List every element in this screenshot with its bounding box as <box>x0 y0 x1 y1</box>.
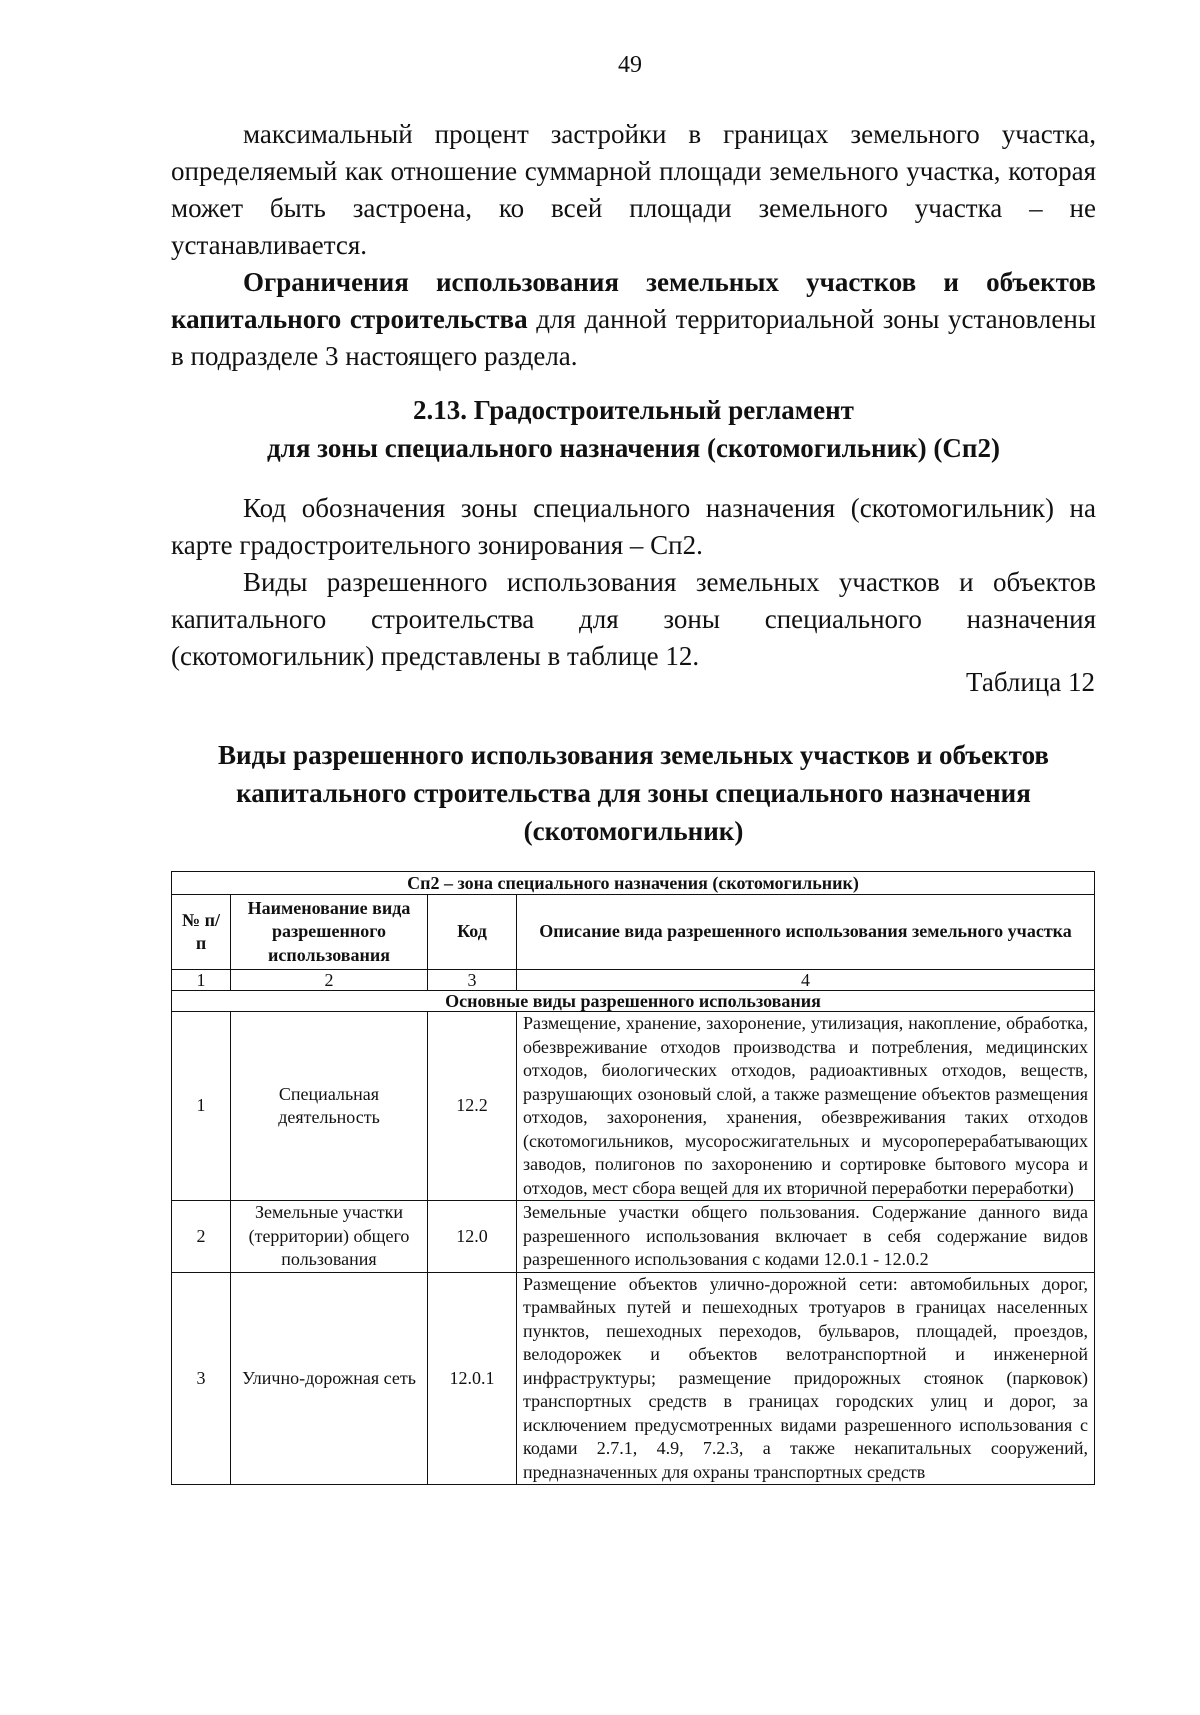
restrictions-rest: для данной территориальной зоны установлены в подразделе 3 настоящего раздела. <box>171 304 1096 371</box>
row-name: Земельные участки (территории) общего пользования <box>231 1201 428 1273</box>
column-header-code: Код <box>428 895 517 970</box>
column-number: 1 <box>172 970 231 991</box>
table-row <box>172 1272 1095 1485</box>
section-heading-line-1: 2.13. Градостроительный регламент <box>413 395 854 425</box>
column-number: 4 <box>517 970 1095 991</box>
intro-text <box>171 116 1096 375</box>
row-code: 12.0 <box>428 1201 517 1273</box>
column-header-desc: Описание вида разрешенного использования земельного участка <box>517 895 1095 970</box>
column-header-no: № п/п <box>172 895 231 970</box>
table-title-line-3: (скотомогильник) <box>523 816 744 846</box>
row-code: 12.2 <box>428 1012 517 1201</box>
row-code: 12.0.1 <box>428 1272 517 1485</box>
page-number: 49 <box>618 52 642 78</box>
section-paragraph-1: Код обозначения зоны специального назначения (скотомогильник) на карте градостроительного зонирования – Сп2. <box>171 493 1096 560</box>
table-title-line-1: Виды разрешенного использования земельных участков и объектов <box>218 740 1049 770</box>
row-number: 3 <box>172 1272 231 1485</box>
column-header-row <box>172 895 1095 970</box>
column-number-row <box>172 970 1095 991</box>
section-heading <box>171 391 1096 467</box>
section-text <box>171 490 1096 675</box>
restrictions-bold-lead: Ограничения использования земельных участков и объектов капитального строительства <box>171 267 1096 334</box>
row-description: Размещение объектов улично-дорожной сети: автомобильных дорог, трамвайных путей и пешеходных тротуаров в границах населенных пунктов, пешеходных переходов, бульваров, площадей, проездов, велодорожек и объектов велотранспортной и инженерной инфраструктуры; размещение придорожных стоянок (парковок) транспортных средств в границах городских улиц и дорог, за исключением предусмотренных видами разрешенного использования с кодами 2.7.1, 4.9, 7.2.3, а также некапитальных сооружений, предназначенных для охраны транспортных средств <box>517 1272 1095 1485</box>
group-row <box>172 991 1095 1012</box>
section-paragraph-2: Виды разрешенного использования земельных участков и объектов капитального строительства для зоны специального назначения (скотомогильник) представлены в таблице 12. <box>171 567 1096 671</box>
row-number: 2 <box>172 1201 231 1273</box>
group-label: Основные виды разрешенного использования <box>172 991 1095 1012</box>
column-number: 2 <box>231 970 428 991</box>
table-title-line-2: капитального строительства для зоны специального назначения <box>236 778 1031 808</box>
row-description: Размещение, хранение, захоронение, утилизация, накопление, обработка, обезвреживание отходов производства и потребления, медицинских отходов, биологических отходов, радиоактивных отходов, веществ, разрушающих озоновый слой, а также размещение объектов размещения отходов, захоронения, хранения, обезвреживания таких отходов (скотомогильников, мусоросжигательных и мусороперерабатывающих заводов, полигонов по захоронению и сортировке бытового мусора и отходов, мест сбора вещей для их вторичной переработки переработки) <box>517 1012 1095 1201</box>
row-name: Специальная деятельность <box>231 1012 428 1201</box>
row-name: Улично-дорожная сеть <box>231 1272 428 1485</box>
table-row <box>172 1201 1095 1273</box>
table-title <box>171 736 1096 850</box>
column-number: 3 <box>428 970 517 991</box>
row-number: 1 <box>172 1012 231 1201</box>
intro-paragraph-2 <box>171 264 1096 375</box>
table-caption: Таблица 12 <box>966 667 1095 697</box>
zone-header: Сп2 – зона специального назначения (скотомогильник) <box>172 872 1095 895</box>
table-row <box>172 1012 1095 1201</box>
intro-paragraph-1: максимальный процент застройки в границах земельного участка, определяемый как отношение суммарной площади земельного участка, которая может быть застроена, ко всей площади земельного участка – не устанавливается. <box>171 119 1096 260</box>
regulations-table <box>171 871 1095 1485</box>
column-header-name: Наименование вида разрешенного использования <box>231 895 428 970</box>
zone-header-row <box>172 872 1095 895</box>
row-description: Земельные участки общего пользования. Содержание данного вида разрешенного использования включает в себя содержание видов разрешенного использования с кодами 12.0.1 - 12.0.2 <box>517 1201 1095 1273</box>
section-heading-line-2: для зоны специального назначения (скотомогильник) (Сп2) <box>267 433 1000 463</box>
